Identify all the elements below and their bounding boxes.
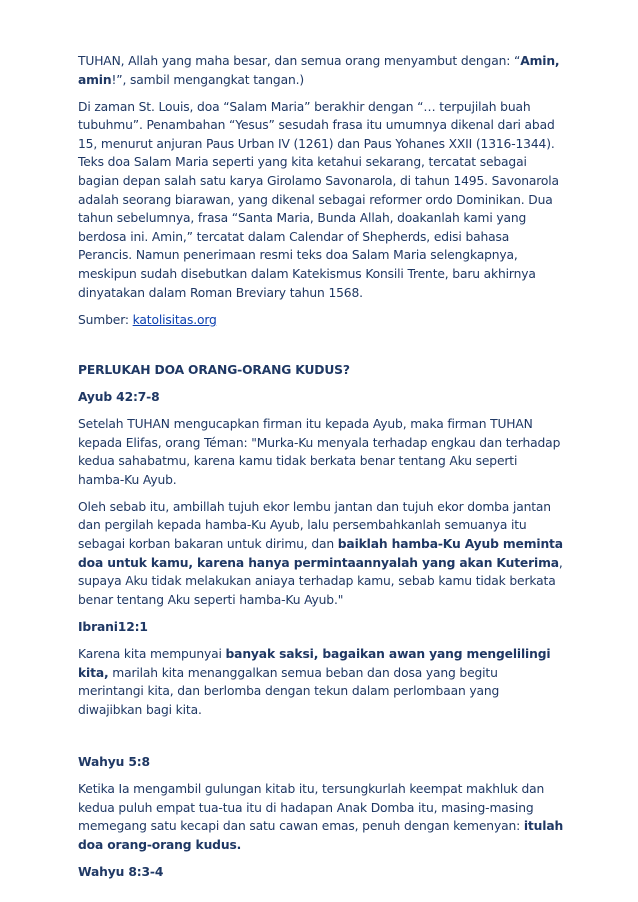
spacer (78, 338, 564, 361)
spacer (78, 728, 564, 753)
verse-ref-wahyu-5-8 (78, 753, 564, 772)
verse-ref-text: Wahyu 8:3-4 (78, 864, 164, 879)
verse-ref-text: Wahyu 5:8 (78, 754, 150, 769)
bold-text: banyak saksi, bagaikan awan yang mengelilingi kita, (78, 647, 551, 680)
text-run: Oleh sebab itu, ambillah tujuh ekor lembu jantan dan tujuh ekor domba jantan dan pergilah kepada hamba-Ku Ayub, lalu persembahkanlah semuanya itu sebagai korban bakaran untuk dirimu, dan (78, 499, 551, 552)
document-body (78, 52, 564, 890)
verse-ref-text: Ibrani12:1 (78, 619, 148, 634)
paragraph-ayub-1: Setelah TUHAN mengucapkan firman itu kepada Ayub, maka firman TUHAN kepada Elifas, orang Téman: "Murka-Ku menyala terhadap engkau dan terhadap kedua sahabatmu, karena kamu tidak berkata benar tentang Aku seperti hamba-Ku Ayub. (78, 417, 561, 487)
paragraph-wahyu-5-8 (78, 780, 564, 854)
paragraph-amin (78, 52, 564, 89)
heading-text: PERLUKAH DOA ORANG-ORANG KUDUS? (78, 362, 350, 377)
source-label: Sumber: (78, 312, 133, 327)
bold-text: itulah doa orang-orang kudus. (78, 819, 564, 852)
verse-ref-ibrani (78, 618, 564, 637)
source-link[interactable]: katolisitas.org (132, 312, 217, 327)
section-heading (78, 361, 564, 380)
bold-text: baiklah hamba-Ku Ayub meminta doa untuk kamu, karena hanya permintaannyalah yang akan Kuterima (78, 537, 563, 570)
verse-ref-text: Ayub 42:7-8 (78, 389, 160, 404)
source-line (78, 311, 564, 330)
paragraph-ayub-2 (78, 498, 564, 610)
verse-ref-wahyu-8-3-4 (78, 863, 564, 882)
text-run: Karena kita mempunyai (78, 647, 226, 662)
text-run: !”, sambil mengangkat tangan.) (111, 72, 305, 87)
bold-text: Amin, amin (78, 54, 560, 87)
paragraph-salam-maria-history: Di zaman St. Louis, doa “Salam Maria” berakhir dengan “… terpujilah buah tubuhmu”. Penambahan “Yesus” sesudah frasa itu umumnya dikenal dari abad 15, menurut anjuran Paus Urban IV (1261) dan Paus Yohanes XXII (1316-1344). Teks doa Salam Maria seperti yang kita ketahui sekarang, tercatat sebagai bagian depan salah satu karya Girolamo Savonarola, di tahun 1495. Savonarola adalah seorang biarawan, yang dikenal sebagai reformer ordo Dominikan. Dua tahun sebelumnya, frasa “Santa Maria, Bunda Allah, doakanlah kami yang berdosa ini. Amin,” tercatat dalam Calendar of Shepherds, edisi bahasa Perancis. Namun penerimaan resmi teks doa Salam Maria selengkapnya, meskipun sudah disebutkan dalam Katekismus Konsili Trente, baru akhirnya dinyatakan dalam Roman Breviary tahun 1568. (78, 99, 559, 300)
paragraph-ibrani (78, 645, 564, 719)
text-run: Ketika Ia mengambil gulungan kitab itu, tersungkurlah keempat makhluk dan kedua puluh empat tua-tua itu di hadapan Anak Domba itu, masing-masing memegang satu kecapi dan satu cawan emas, penuh dengan kemenyan: (78, 782, 545, 834)
text-run: , supaya Aku tidak melakukan aniaya terhadap kamu, sebab kamu tidak berkata benar tentang Aku seperti hamba-Ku Ayub." (78, 555, 563, 607)
verse-ref-ayub (78, 388, 564, 407)
text-run: marilah kita menanggalkan semua beban dan dosa yang begitu merintangi kita, dan berlomba dengan tekun dalam perlombaan yang diwajibkan bagi kita. (78, 665, 500, 717)
text-run: TUHAN, Allah yang maha besar, dan semua orang menyambut dengan: “ (78, 54, 521, 68)
